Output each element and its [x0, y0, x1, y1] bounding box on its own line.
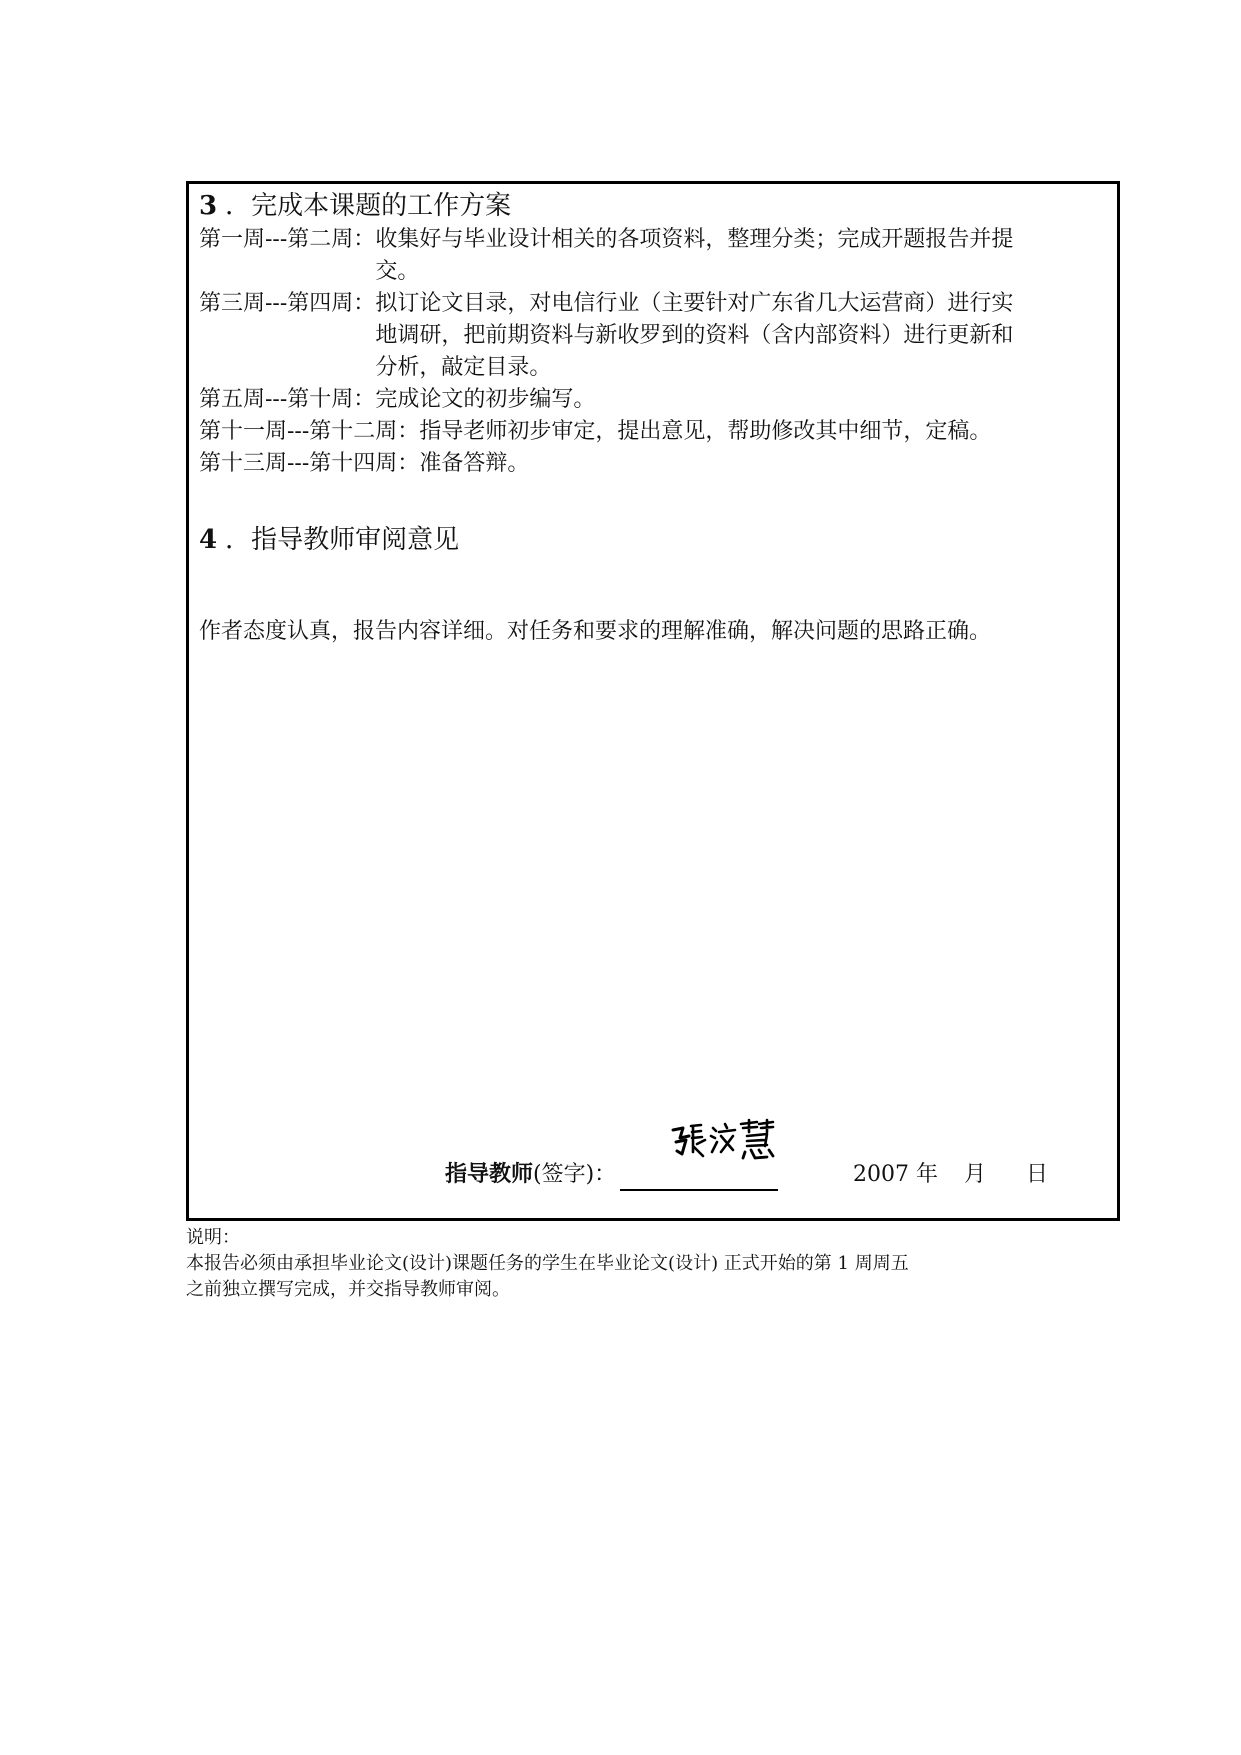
plan-week-5: 第十三周---第十四周： — [199, 451, 420, 476]
date-month: 月 — [963, 1162, 986, 1187]
date-day: 日 — [1026, 1162, 1049, 1187]
plan-week-2: 第三周---第四周： — [199, 291, 376, 316]
advisor-comment: 作者态度认真，报告内容详细。对任务和要求的理解准确，解决问题的思路正确。 — [199, 619, 992, 644]
plan-item-5 — [199, 448, 1119, 480]
plan-item-4 — [199, 416, 1119, 448]
section-3-heading — [199, 190, 511, 222]
plan-text-5: 准备答辩。 — [419, 451, 530, 476]
section-4-title: ．指导教师审阅意见 — [225, 525, 460, 555]
notes-line-1: 本报告必须由承担毕业论文(设计)课题任务的学生在毕业论文(设计) 正式开始的第 1 周周五 — [186, 1253, 909, 1274]
signature-line — [620, 1167, 778, 1191]
sign-label-suffix: (签字)： — [533, 1162, 617, 1187]
work-plan-list — [199, 224, 1119, 480]
date-field — [853, 1159, 1048, 1191]
plan-item-1 — [199, 224, 1119, 288]
plan-text-3: 完成论文的初步编写。 — [375, 387, 596, 412]
plan-item-2 — [199, 288, 1119, 384]
plan-week-3: 第五周---第十周： — [199, 387, 376, 412]
section-3-title: ．完成本课题的工作方案 — [225, 191, 512, 221]
report-form-box — [186, 181, 1120, 1221]
section-4-number: 4 — [199, 525, 218, 555]
plan-week-4: 第十一周---第十二周： — [199, 419, 420, 444]
notes-line-2: 之前独立撰写完成，并交指导教师审阅。 — [186, 1279, 510, 1300]
notes-heading: 说明： — [186, 1227, 240, 1248]
plan-week-1: 第一周---第二周： — [199, 227, 376, 252]
plan-text-2: 拟订论文目录，对电信行业（主要针对广东省几大运营商）进行实地调研，把前期资料与新收罗到的资料（含内部资料）进行更新和分析，敲定目录。 — [375, 291, 1014, 380]
plan-text-1: 收集好与毕业设计相关的各项资料，整理分类；完成开题报告并提交。 — [375, 227, 1014, 284]
handwritten-signature — [667, 1116, 777, 1162]
date-year: 2007 年 — [853, 1162, 938, 1187]
section-4-heading — [199, 524, 459, 556]
notes-section — [186, 1225, 909, 1303]
plan-item-3 — [199, 384, 1119, 416]
plan-text-4: 指导老师初步审定，提出意见，帮助修改其中细节，定稿。 — [419, 419, 992, 444]
section-3-number: 3 — [199, 191, 218, 221]
advisor-label: 指导教师 — [445, 1162, 534, 1187]
